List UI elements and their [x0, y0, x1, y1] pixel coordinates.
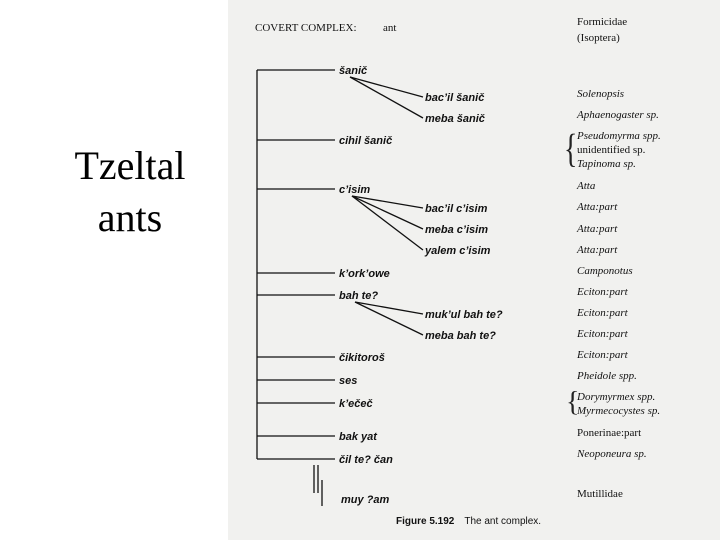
taxon-atta-part-1: Atta:part [577, 201, 618, 213]
taxon-eciton-part-1: Eciton:part [577, 286, 628, 298]
header-covert-complex: COVERT COMPLEX: [255, 22, 357, 34]
slide-title-line2: ants [97, 195, 163, 240]
term-yalem-cisim: yalem c’isim [425, 245, 491, 257]
header-family-alt: (Isoptera) [577, 32, 620, 44]
term-korkowe: k’ork’owe [339, 268, 390, 280]
term-kecec: k’ečeč [339, 398, 373, 410]
taxon-column [576, 88, 661, 500]
taxon-pseudomyrma: Pseudomyrma spp. [577, 130, 661, 142]
caption-label: Figure 5.192 [396, 516, 455, 527]
term-bacil-cisim: bac’il c’isim [425, 203, 488, 215]
term-muy-am: muy ?am [341, 494, 390, 506]
sub-branch-yalem-cisim [352, 196, 423, 250]
sub-branch-mukul-bah-te [355, 302, 423, 314]
term-sanic: šanič [339, 65, 368, 77]
term-bak-yat: bak yat [339, 431, 377, 443]
term-ses: ses [339, 375, 358, 387]
caption-text: The ant complex. [464, 516, 542, 527]
taxon-neoponeura: Neoponeura sp. [577, 448, 647, 460]
sub-branch-bacil-cisim [352, 196, 423, 208]
term-bacil-sanic: bac’il šanič [425, 92, 485, 104]
brace-cihil-sanic: { [564, 125, 578, 171]
term-cihil-sanic: cihil šanič [339, 135, 393, 147]
taxon-ponerinae: Ponerinae:part [577, 427, 642, 439]
term-cisim: c’isim [339, 184, 371, 196]
sub-branch-meba-cisim [352, 196, 423, 229]
taxon-dorymyrmex: Dorymyrmex spp. [577, 391, 656, 403]
taxon-camponotus: Camponotus [577, 265, 633, 277]
slide-title-line1: Tzeltal [74, 143, 186, 188]
taxon-eciton-part-4: Eciton:part [577, 349, 628, 361]
taxon-solenopsis: Solenopsis [577, 88, 625, 100]
taxon-tapinoma: Tapinoma sp. [577, 158, 636, 170]
term-cil-te-can: čil te? čan [339, 454, 393, 466]
header-term: ant [383, 22, 397, 34]
taxon-mutillidae: Mutillidae [577, 488, 623, 500]
taxon-pheidole: Pheidole spp. [577, 370, 637, 382]
taxon-unidentified: unidentified sp. [577, 144, 646, 156]
taxon-atta: Atta [577, 180, 596, 192]
term-meba-cisim: meba c’isim [425, 224, 488, 236]
header-family: Formicidae [577, 16, 628, 28]
taxon-eciton-part-2: Eciton:part [577, 307, 628, 319]
term-cikitoros: čikitoroš [339, 352, 385, 364]
term-bah-te: bah te? [339, 290, 379, 302]
sub-branch-meba-bah-te [355, 302, 423, 335]
taxon-eciton-part-3: Eciton:part [577, 328, 628, 340]
term-meba-bah-te: meba bah te? [425, 330, 496, 342]
figure-caption [396, 516, 541, 527]
taxon-myrmecocystes: Myrmecocystes sp. [577, 405, 661, 417]
sub-branch-meba-sanic [350, 77, 423, 118]
taxon-aphaenogaster: Aphaenogaster sp. [577, 109, 659, 121]
term-mukul-bah-te: muk’ul bah te? [425, 309, 503, 321]
brace-kecec: { [566, 387, 580, 418]
term-meba-sanic: meba šanič [425, 113, 485, 125]
folk-terms [339, 65, 503, 506]
taxon-atta-part-2: Atta:part [577, 223, 618, 235]
sub-branch-bacil-sanic [350, 77, 423, 97]
taxon-atta-part-3: Atta:part [577, 244, 618, 256]
